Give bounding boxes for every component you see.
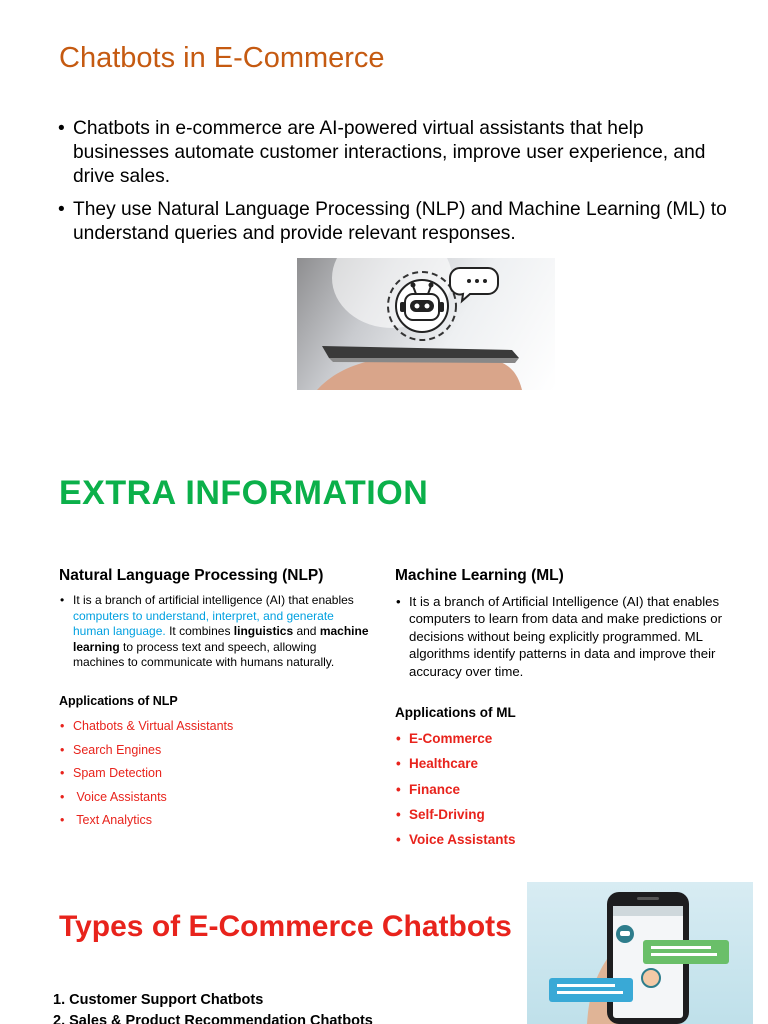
list-item: • Search Engines [59,741,233,765]
extra-information-heading: EXTRA INFORMATION [59,474,429,512]
list-item: • Voice Assistants [395,830,516,855]
ml-description [395,593,725,680]
nlp-description [59,593,369,671]
nlp-desc-highlight: computers to understand, interpret, and generate human language. [73,608,334,639]
page-title: Chatbots in E-Commerce [59,42,385,74]
list-item: • Text Analytics [59,811,233,835]
types-heading: Types of E-Commerce Chatbots [59,910,512,943]
list-item: • Chatbots & Virtual Assistants [59,717,233,741]
phone-chat-image [527,882,753,1024]
list-item: • Healthcare [395,754,516,779]
ml-applications-heading: Applications of ML [395,705,516,720]
nlp-desc-part: It is a branch of artificial intelligence (AI) that enables [73,593,354,607]
ml-applications-list [395,729,516,855]
list-item: • E-Commerce [395,729,516,754]
phone-chat-icon [527,882,753,1024]
nlp-applications-list [59,717,233,835]
list-item: • Spam Detection [59,764,233,788]
nlp-applications-heading: Applications of NLP [59,694,178,708]
list-item: 1. Customer Support Chatbots [53,992,264,1008]
intro-bullet: • Chatbots in e-commerce are AI-powered virtual assistants that help businesses automate customer interactions, improve user experience, and drive sales. [58,117,738,189]
nlp-desc-part: and [293,624,320,639]
list-item: • Voice Assistants [59,788,233,812]
nlp-desc-part: It combines [165,624,234,639]
ml-heading: Machine Learning (ML) [395,567,564,584]
nlp-desc-bold: machine learning [73,624,369,654]
robot-chatbot-on-phone-icon [297,258,555,390]
nlp-desc-part: to process text and speech, allowing machines to communicate with humans naturally. [73,639,335,670]
nlp-heading: Natural Language Processing (NLP) [59,567,324,584]
intro-bullet-list [58,117,738,255]
chatbot-hero-image [297,258,555,390]
list-item: • Finance [395,780,516,805]
types-list [53,990,373,1024]
ml-description-text: • It is a branch of Artificial Intelligence (AI) that enables computers to learn from data and make predictions or decisions without being explicitly programmed. ML algorithms identify patterns in data and improve their accuracy over time. [395,593,725,680]
list-item: • Self-Driving [395,805,516,830]
nlp-description-text [59,593,369,671]
list-item: 2. Sales & Product Recommendation Chatbots [53,1013,373,1024]
nlp-desc-bold: linguistics [233,624,294,639]
intro-bullet: • They use Natural Language Processing (NLP) and Machine Learning (ML) to understand queries and provide relevant responses. [58,198,738,246]
